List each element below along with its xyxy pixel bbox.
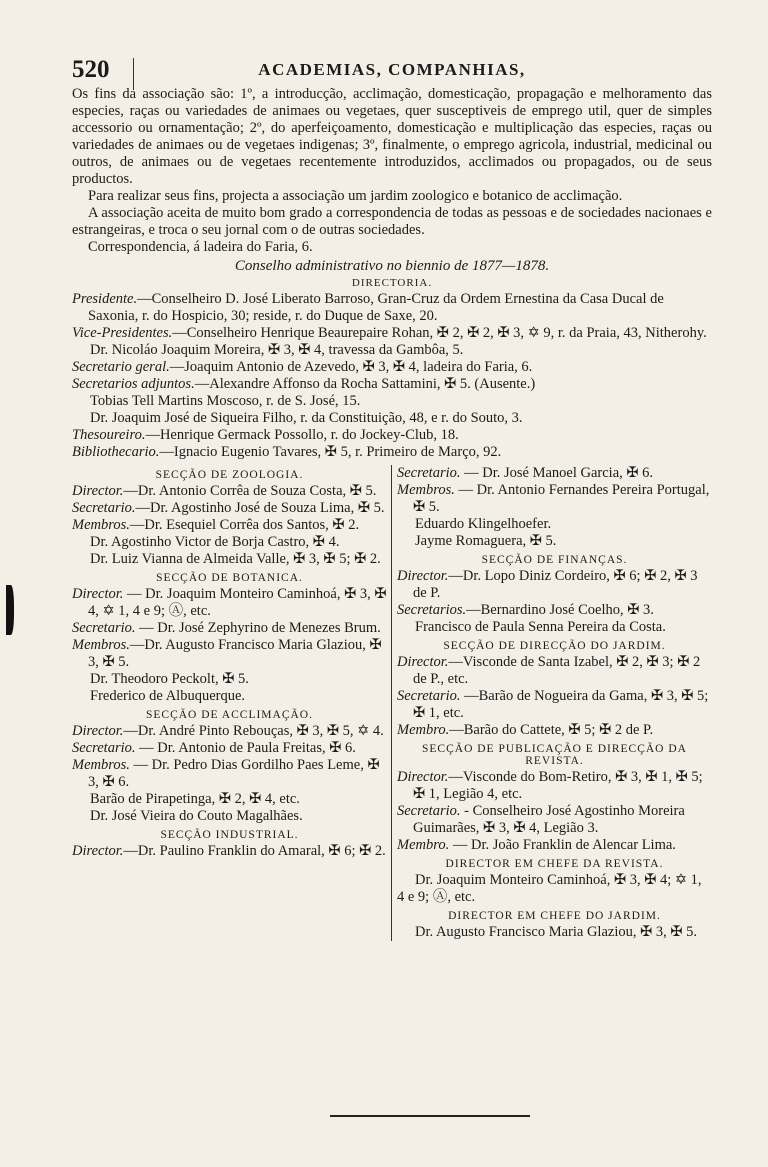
entry [72, 444, 712, 461]
entry [397, 654, 712, 688]
left-column [72, 465, 392, 941]
entry-text: Jayme Romaguera, ✠ 5. [415, 533, 557, 549]
section-title: SECÇÃO DE FINANÇAS. [481, 554, 628, 566]
section-title: SECÇÃO DE PUBLICAÇÃO E DIRECÇÃO DA REVISTA. [422, 743, 687, 767]
entry-text: —Joaquim Antonio de Azevedo, ✠ 3, ✠ 4, ladeira do Faria, 6. [169, 359, 533, 375]
entry [72, 843, 387, 860]
entry-label: Membro. [397, 837, 450, 853]
end-rule [330, 1115, 530, 1117]
section-title: SECÇÃO DE BOTANICA. [156, 572, 303, 584]
entry-text: Eduardo Klingelhoefer. [415, 516, 552, 532]
entry [72, 740, 387, 757]
entry-text: — Dr. João Franklin de Alencar Lima. [449, 837, 676, 853]
entry-text: —Conselheiro D. José Liberato Barroso, Gran-Cruz da Ordem Ernestina da Casa Ducal de Saxonia, r. do Hospicio, 30; reside, r. do Duque de Saxe, 20. [88, 291, 664, 324]
entry-text: Francisco de Paula Senna Pereira da Costa. [415, 619, 666, 635]
entry-label: Secretario geral. [72, 359, 170, 375]
entry-text: Dr. Augusto Francisco Maria Glaziou, ✠ 3, ✠ 5. [415, 924, 698, 940]
running-header [72, 56, 712, 86]
intro-text [72, 86, 712, 256]
entry-label: Thesoureiro. [72, 427, 146, 443]
entry [397, 688, 712, 722]
section-title: SECÇÃO DE ZOOLOGIA. [155, 469, 304, 481]
entry-text: — Dr. Joaquim Monteiro Caminhoá, ✠ 3, ✠ 4, ✡ 1, 4 e 9; Ⓐ, etc. [88, 586, 387, 619]
entry [72, 325, 712, 342]
entry-label: Membros. [72, 637, 130, 653]
entry [72, 620, 387, 637]
entry-text: Dr. José Vieira do Couto Magalhães. [90, 808, 303, 824]
right-column [392, 465, 712, 941]
entry [72, 757, 387, 791]
entry [397, 568, 712, 602]
entry-label: Vice-Presidentes. [72, 325, 173, 341]
entry-label: Secretario. [72, 740, 136, 756]
entry [72, 534, 387, 551]
running-title: ACADEMIAS, COMPANHIAS, [258, 60, 526, 79]
entry-text: —Dr. Antonio Corrêa de Souza Costa, ✠ 5. [123, 483, 377, 499]
intro-paragraph: Correspondencia, á ladeira do Faria, 6. [88, 239, 313, 255]
entry-label: Director. [397, 769, 449, 785]
entry-label: Membros. [72, 757, 130, 773]
entry-text: —Dr. André Pinto Rebouças, ✠ 3, ✠ 5, ✡ 4. [123, 723, 384, 739]
entry-label: Membro. [397, 722, 450, 738]
section-title: SECÇÃO DE ACCLIMAÇÃO. [145, 709, 313, 721]
section-title: DIRECTOR EM CHEFE DA REVISTA. [445, 858, 664, 870]
entry [72, 359, 712, 376]
entry-label: Director. [72, 483, 124, 499]
entry-text: Dr. Joaquim José de Siqueira Filho, r. da Constituição, 48, e r. do Souto, 3. [90, 410, 523, 426]
entry [397, 837, 712, 854]
entry [397, 465, 712, 482]
entry [72, 808, 387, 825]
entry [72, 637, 387, 671]
entry-label: Presidente. [72, 291, 138, 307]
entry-text: — Dr. José Zephyrino de Menezes Brum. [135, 620, 381, 636]
entry-label: Bibliothecario. [72, 444, 160, 460]
section-title: SECÇÃO DE DIRECÇÃO DO JARDIM. [443, 640, 666, 652]
section-title: SECÇÃO INDUSTRIAL. [160, 829, 299, 841]
entry-text: Dr. Theodoro Peckolt, ✠ 5. [90, 671, 249, 687]
entry-text: Frederico de Albuquerque. [90, 688, 246, 704]
intro-paragraph: A associação aceita de muito bom grado a correspondencia de todas as pessoas e de sociedades nacionaes e estrangeiras, e troca o seu jornal com o de outras sociedades. [72, 205, 712, 238]
entry-text: Dr. Agostinho Victor de Borja Castro, ✠ 4. [90, 534, 340, 550]
entry [397, 722, 712, 739]
entry [397, 602, 712, 619]
entry-text: —Dr. Lopo Diniz Cordeiro, ✠ 6; ✠ 2, ✠ 3 de P. [413, 568, 698, 601]
entry-text: — Dr. José Manoel Garcia, ✠ 6. [460, 465, 654, 481]
entry-text: — Dr. Antonio de Paula Freitas, ✠ 6. [135, 740, 356, 756]
entry-text: Tobias Tell Martins Moscoso, r. de S. José, 15. [90, 393, 361, 409]
entry [72, 671, 387, 688]
intro-paragraph: Para realizar seus fins, projecta a associação um jardim zoologico e botanico de acclimação. [88, 188, 623, 204]
entry [397, 924, 712, 941]
entry [72, 393, 712, 410]
entry [72, 688, 387, 705]
entry-label: Director. [72, 843, 124, 859]
entry-label: Secretario. [72, 500, 136, 516]
entry-text: Barão de Pirapetinga, ✠ 2, ✠ 4, etc. [90, 791, 300, 807]
entry [72, 791, 387, 808]
entry [397, 619, 712, 636]
entry [72, 500, 387, 517]
entry-text: — Dr. Antonio Fernandes Pereira Portugal, ✠ 5. [413, 482, 710, 515]
entry-label: Membros. [397, 482, 455, 498]
page-number: 520 [72, 56, 110, 83]
entry-label: Secretario. [397, 803, 461, 819]
entry-text: — Dr. Pedro Dias Gordilho Paes Leme, ✠ 3, ✠ 6. [88, 757, 380, 790]
entry-text: Dr. Joaquim Monteiro Caminhoá, ✠ 3, ✠ 4; ✡ 1, 4 e 9; Ⓐ, etc. [397, 872, 702, 905]
entry-text: —Barão de Nogueira da Gama, ✠ 3, ✠ 5; ✠ 1, etc. [413, 688, 709, 721]
entry-label: Director. [72, 723, 124, 739]
entry-text: —Bernardino José Coelho, ✠ 3. [466, 602, 654, 618]
entry-text: —Barão do Cattete, ✠ 5; ✠ 2 de P. [449, 722, 654, 738]
entry [72, 342, 712, 359]
page-edge-mark [6, 585, 14, 635]
conselho-title: Conselho administrativo no biennio de 1877—1878. [234, 258, 550, 274]
entry-text: - Conselheiro José Agostinho Moreira Guimarães, ✠ 3, ✠ 4, Legião 3. [413, 803, 685, 836]
entry [397, 533, 712, 550]
entry-text: —Dr. Paulino Franklin do Amaral, ✠ 6; ✠ 2. [123, 843, 386, 859]
entry [72, 551, 387, 568]
entry [72, 723, 387, 740]
entry [72, 586, 387, 620]
entry-label: Membros. [72, 517, 130, 533]
entry [397, 769, 712, 803]
entry-text: —Visconde de Santa Izabel, ✠ 2, ✠ 3; ✠ 2 de P., etc. [413, 654, 701, 687]
two-columns [72, 465, 712, 941]
entry [397, 482, 712, 516]
entry [72, 291, 712, 325]
entry-label: Director. [397, 654, 449, 670]
entry-text: —Henrique Germack Possollo, r. do Jockey-Club, 18. [145, 427, 459, 443]
entry-label: Director. [72, 586, 124, 602]
entry [72, 427, 712, 444]
entry-text: —Dr. Esequiel Corrêa dos Santos, ✠ 2. [129, 517, 360, 533]
directoria-title: DIRECTORIA. [351, 277, 433, 289]
entry-text: —Dr. Agostinho José de Souza Lima, ✠ 5. [135, 500, 385, 516]
entry-text: —Visconde do Bom-Retiro, ✠ 3, ✠ 1, ✠ 5; ✠ 1, Legião 4, etc. [413, 769, 703, 802]
entry [397, 872, 712, 906]
entry-text: —Dr. Augusto Francisco Maria Glaziou, ✠ 3, ✠ 5. [88, 637, 382, 670]
entry-text: —Ignacio Eugenio Tavares, ✠ 5, r. Primeiro de Março, 92. [159, 444, 502, 460]
entry [72, 410, 712, 427]
page [72, 56, 712, 941]
entry-text: —Conselheiro Henrique Beaurepaire Rohan, ✠ 2, ✠ 2, ✠ 3, ✡ 9, r. da Praia, 43, Nitherohy. [172, 325, 707, 341]
entry-label: Secretario. [397, 688, 461, 704]
entry [397, 516, 712, 533]
section-title: DIRECTOR EM CHEFE DO JARDIM. [448, 910, 661, 922]
directoria-list [72, 291, 712, 461]
entry-label: Secretarios. [397, 602, 467, 618]
entry-text: Dr. Nicoláo Joaquim Moreira, ✠ 3, ✠ 4, travessa da Gambôa, 5. [90, 342, 464, 358]
entry [72, 517, 387, 534]
intro-paragraph: Os fins da associação são: 1º, a introducção, acclimação, domesticação, propagação e melhoramento das especies, raças ou variedades de animaes ou vegetaes, quer susceptiveis de emprego util, quer de simples accessorio ou ornamentação; 2º, do aperfeiçoamento, domesticação e multiplicação das especies, raças ou variedades de animaes ou de vegetaes indigenas; 3º, finalmente, o emprego agricola, industrial, medicinal ou outros, de animaes ou de vegetaes recentemente introduzidos, acclimados ou propagados, ou de seus productos. [72, 86, 712, 187]
entry-label: Secretario. [72, 620, 136, 636]
entry [397, 803, 712, 837]
entry [72, 483, 387, 500]
entry-text: —Alexandre Affonso da Rocha Sattamini, ✠ 5. (Ausente.) [194, 376, 536, 392]
entry-label: Director. [397, 568, 449, 584]
entry-text: Dr. Luiz Vianna de Almeida Valle, ✠ 3, ✠ 5; ✠ 2. [90, 551, 381, 567]
entry-label: Secretarios adjuntos. [72, 376, 195, 392]
entry [72, 376, 712, 393]
entry-label: Secretario. [397, 465, 461, 481]
